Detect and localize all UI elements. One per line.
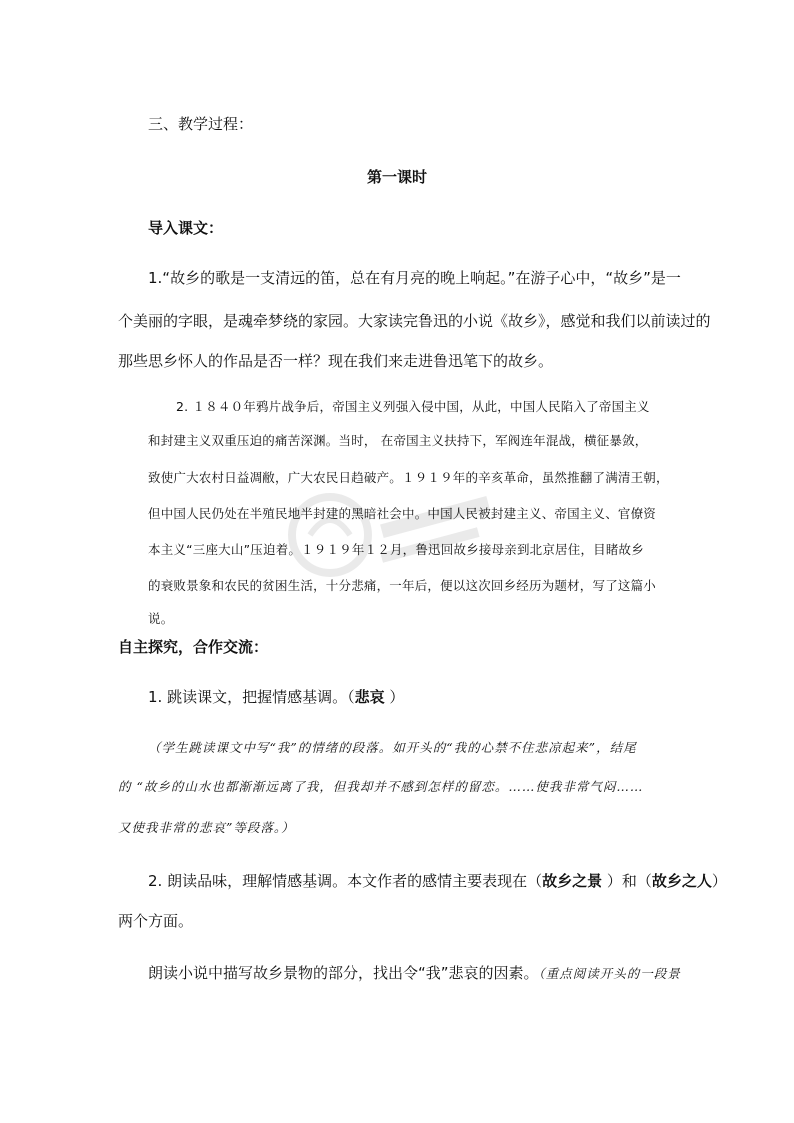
item-2-text-b: ）和（ (602, 872, 652, 890)
section-heading: 三、教学过程： (148, 115, 254, 133)
intro-line-1: 1.“故乡的歌是一支清远的笛，总在有月亮的晚上响起。”在游子心中，“故乡”是一 (148, 269, 681, 287)
item-1 (148, 690, 404, 705)
item-1-close: ） (384, 688, 405, 706)
item-2-text-c: ） (711, 872, 727, 890)
background-line-7: 说。 (148, 611, 174, 626)
background-line-3: 致使广大农村日益凋敝，广大农民日趋破产。１９１９年的辛亥革命，虽然推翻了满清王朝， (148, 470, 669, 485)
item-1-answer: 悲哀 (354, 688, 385, 706)
background-line-6: 的衰败景象和农民的贫困生活，十分悲痛，一年后，便以这次回乡经历为题材，写了这篇小 (148, 578, 657, 593)
background-line-1: 2. １８４０年鸦片战争后，帝国主义列强入侵中国，从此，中国人民陷入了帝国主义 (176, 399, 650, 414)
item-1-note-line-3: 又使我非常的悲哀”等段落。） (118, 820, 295, 835)
intro-heading: 导入课文： (148, 219, 224, 237)
item-2-answer-b: 故乡之人 (651, 872, 712, 890)
item-3-note: （重点阅读开头的一段景 (538, 966, 681, 981)
background-line-2: 和封建主义双重压迫的痛苦深渊。当时， 在帝国主义扶持下，军阀连年混战，横征暴敛， (148, 433, 648, 448)
item-1-text: 1. 跳读课文，把握情感基调。（ (148, 688, 355, 706)
item-3 (148, 965, 681, 981)
background-line-4: 但中国人民仍处在半殖民地半封建的黑暗社会中。中国人民被封建主义、帝国主义、官僚资 (148, 506, 657, 521)
lesson-title: 第一课时 (366, 168, 427, 186)
item-2-answer-a: 故乡之景 (542, 872, 603, 890)
explore-heading: 自主探究，合作交流： (118, 638, 269, 656)
item-1-note-line-1: （学生跳读课文中写“我”的情绪的段落。如开头的“我的心禁不住悲凉起来”，结尾 (148, 740, 637, 755)
item-2 (148, 874, 727, 889)
intro-line-2: 个美丽的字眼，是魂牵梦绕的家园。大家读完鲁迅的小说《故乡》，感觉和我们以前读过的 (118, 312, 711, 330)
item-2-line-2: 两个方面。 (118, 912, 194, 930)
item-2-text-a: 2. 朗读品味，理解情感基调。本文作者的感情主要表现在（ (148, 872, 543, 890)
item-3-text: 朗读小说中描写故乡景物的部分，找出令“我”悲哀的因素。 (148, 964, 539, 982)
item-1-note-line-2: 的 “故乡的山水也都渐渐远离了我，但我却并不感到怎样的留恋。……使我非常气闷…… (118, 779, 644, 794)
background-line-5: 本主义“三座大山”压迫着。１９１９年１２月，鲁迅回故乡接母亲到北京居住，目睹故乡 (148, 542, 644, 557)
intro-line-3: 那些思乡怀人的作品是否一样？现在我们来走进鲁迅笔下的故乡。 (118, 352, 554, 370)
